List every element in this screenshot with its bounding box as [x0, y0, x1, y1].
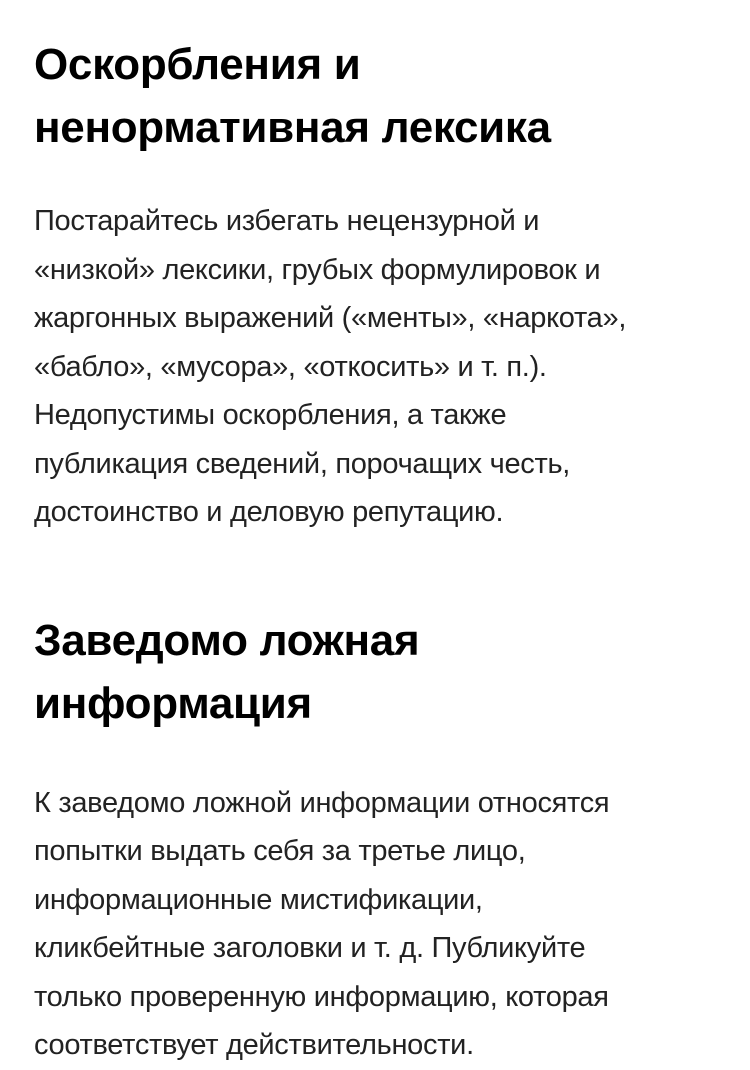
body-line: К заведомо ложной информации относятся: [34, 786, 610, 819]
body-line: попытки выдать себя за третье лицо,: [34, 835, 526, 867]
body-line: «низкой» лексики, грубых формулировок и: [34, 253, 601, 286]
body-line: «бабло», «мусора», «откосить» и т. п.).: [34, 350, 547, 383]
heading-line: ненормативная лексика: [34, 103, 551, 152]
body-line: достоинство и деловую репутацию.: [34, 496, 504, 528]
body-line: Постарайтесь избегать нецензурной и: [34, 205, 540, 237]
section-heading: [34, 537, 716, 735]
body-line: кликбейтные заголовки и т. д. Публикуйте: [34, 932, 586, 964]
body-line: Недопустимы оскорбления, а также: [34, 399, 507, 431]
body-line: информационные мистификации,: [34, 883, 483, 916]
section-body: [34, 735, 716, 1070]
heading-line: Заведомо ложная: [34, 615, 420, 665]
body-line: публикация сведений, порочащих честь,: [34, 447, 571, 480]
section-insults-profanity: [34, 0, 716, 537]
heading-line: информация: [34, 678, 312, 728]
heading-line: Оскорбления и: [34, 40, 361, 89]
body-line: только проверенную информацию, которая: [34, 980, 609, 1013]
section-heading: [34, 0, 716, 159]
section-false-information: [34, 537, 716, 1070]
body-line: соответствует действительности.: [34, 1029, 474, 1061]
body-line: жаргонных выражений («менты», «наркота»,: [34, 302, 627, 334]
section-body: [34, 159, 716, 537]
